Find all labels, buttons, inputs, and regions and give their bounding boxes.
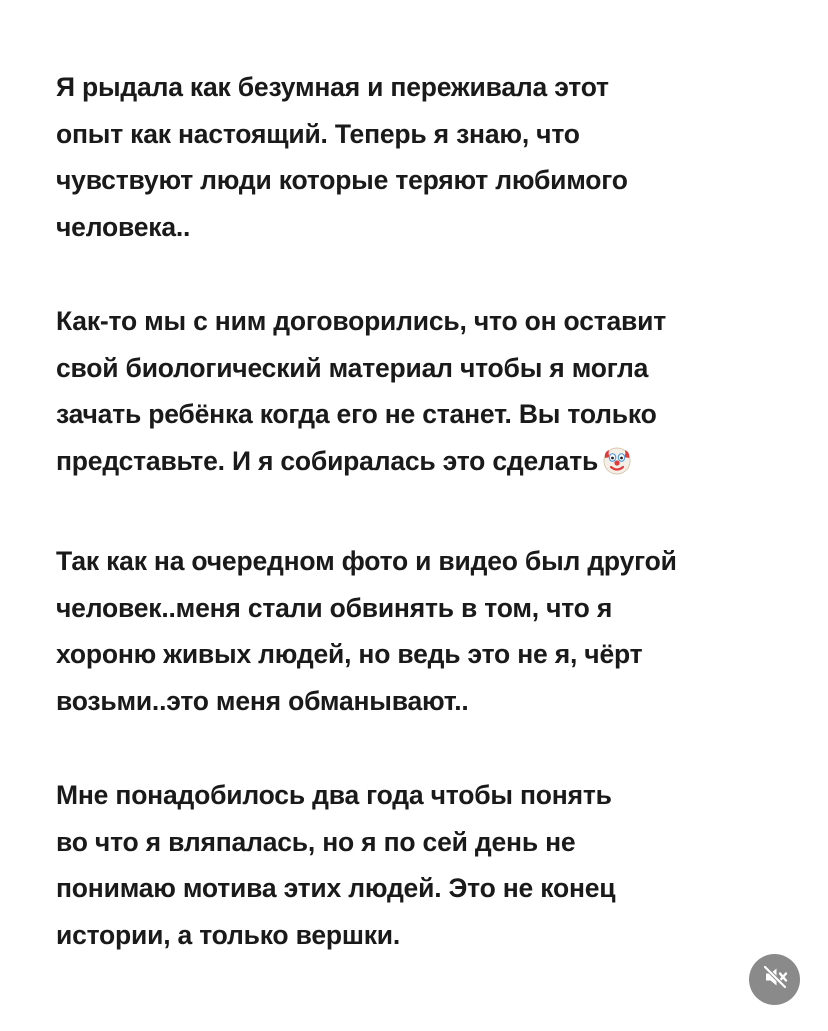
speaker-muted-icon — [761, 963, 789, 996]
text-line: Я рыдала как безумная и переживала этот — [56, 72, 609, 102]
text-line: понимаю мотива этих людей. Это не конец — [56, 873, 616, 903]
text-line: во что я вляпалась, но я по сей день не — [56, 826, 576, 857]
text-line-with-emoji — [56, 438, 796, 491]
paragraph-3 — [56, 538, 796, 724]
paragraph-2 — [56, 298, 796, 490]
text-line: истории, а только вершки. — [56, 919, 401, 950]
text-line: хороню живых людей, но ведь это не я, чёрт — [56, 639, 643, 669]
text-line: свой биологический материал чтобы я могла — [56, 352, 649, 383]
text-line: человек..меня стали обвинять в том, что я — [56, 592, 613, 623]
text-line: возьми..это меня обманывают.. — [56, 685, 469, 716]
mute-button[interactable] — [749, 954, 800, 1005]
story-text — [56, 64, 796, 1006]
text-line: опыт как настоящий. Теперь я знаю, что — [56, 118, 580, 149]
clown-face-icon — [602, 444, 632, 491]
text-line: представьте. И я собиралась это сделать — [56, 445, 599, 476]
text-line: Так как на очередном фото и видео был другой — [56, 546, 677, 576]
text-line: Мне понадобилось два года чтобы понять — [56, 780, 612, 810]
text-line: чувствуют люди которые теряют любимого — [56, 165, 628, 195]
text-line: Как-то мы с ним договорились, что он оставит — [56, 306, 667, 336]
text-line: человека.. — [56, 211, 191, 242]
text-line: зачать ребёнка когда его не станет. Вы только — [56, 399, 657, 429]
paragraph-4 — [56, 772, 796, 958]
paragraph-1 — [56, 64, 796, 250]
